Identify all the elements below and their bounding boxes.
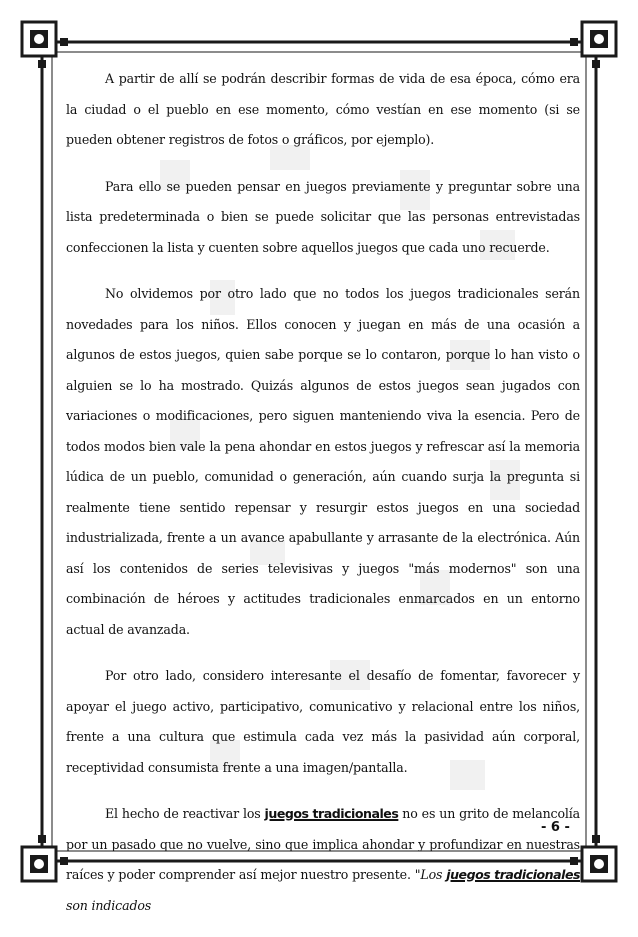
body-text <box>66 64 580 937</box>
paragraph-5-before: El hecho de reactivar los <box>105 806 265 821</box>
paragraph-3: No olvidemos por otro lado que no todos los juegos tradicionales serán novedades para los niños. Ellos conocen y juegan en más de una ocasión a algunos de estos juegos, quien sabe porque se lo contaron, porque lo han visto o alguien se lo ha mostrado. Quizás algunos de estos juegos sean jugados con variaciones o modificaciones, pero siguen manteniendo viva la esencia. Pero de todos modos bien vale la pena ahondar en estos juegos y refrescar así la memoria lúdica de un pueblo, comunidad o generación, aún cuando surja la pregunta si realmente tiene sentido repensar y resurgir estos juegos en una sociedad industrializada, frente a un avance apabullante y arrasante de la electrónica. Aún así los contenidos de series televisivas y juegos "más modernos" son una combinación de héroes y actitudes tradicionales enmarcados en un entorno actual de avanzada. <box>66 286 580 637</box>
paragraph-1: A partir de allí se podrán describir formas de vida de esa época, cómo era la ciudad o el pueblo en ese momento, cómo vestían en ese momento (si se pueden obtener registros de fotos o gráficos, por ejemplo). <box>66 71 580 147</box>
paragraph-5 <box>66 799 580 921</box>
corner-ornament-bottom-right <box>582 847 616 881</box>
paragraph-5-middle: no es un grito de melancolía por un pasado que no vuelve, sino que implica ahondar y profundizar en nuestras raíces y poder comprender así mejor nuestro presente. <box>66 806 580 882</box>
quote-keyword-juegos-tradicionales: juegos tradicionales <box>446 867 580 882</box>
quote-end: son indicados <box>66 897 152 913</box>
corner-ornament-bottom-left <box>22 847 56 881</box>
page-number: - 6 - <box>541 820 570 835</box>
paragraph-2: Para ello se pueden pensar en juegos previamente y preguntar sobre una lista predeterminada o bien se puede solicitar que las personas entrevistadas confeccionen la lista y cuenten sobre aquellos juegos que cada uno recuerde. <box>66 178 580 255</box>
corner-ornament-top-left <box>22 22 56 56</box>
paragraph-4: Por otro lado, considero interesante el desafío de fomentar, favorecer y apoyar el juego activo, participativo, comunicativo y relacional entre los niños, frente a una cultura que estimula cada vez más la pasividad aún corporal, receptividad consumista frente a una imagen/pantalla. <box>66 668 580 775</box>
keyword-juegos-tradicionales: juegos tradicionales <box>264 806 399 821</box>
quote-start: "Los <box>414 867 447 882</box>
corner-ornament-top-right <box>582 22 616 56</box>
